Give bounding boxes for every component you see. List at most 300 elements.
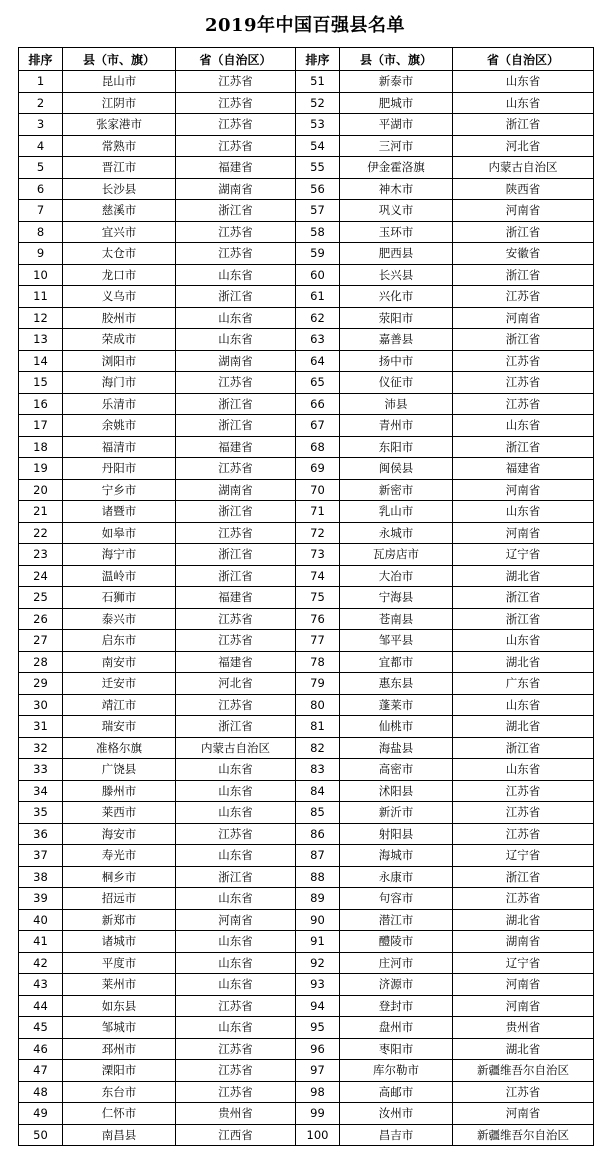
cell-rank-right: 95 [296, 1017, 340, 1039]
cell-county-left: 南昌县 [63, 1124, 176, 1146]
cell-rank-left: 6 [19, 178, 63, 200]
cell-rank-left: 13 [19, 329, 63, 351]
cell-province-left: 福建省 [176, 157, 296, 179]
cell-rank-right: 92 [296, 952, 340, 974]
cell-county-right: 瓦房店市 [340, 544, 453, 566]
cell-province-right: 河南省 [453, 974, 594, 996]
cell-rank-left: 25 [19, 587, 63, 609]
cell-rank-left: 38 [19, 866, 63, 888]
cell-province-left: 江苏省 [176, 823, 296, 845]
cell-rank-right: 72 [296, 522, 340, 544]
cell-rank-right: 86 [296, 823, 340, 845]
cell-county-right: 平湖市 [340, 114, 453, 136]
header-province-right: 省（自治区） [453, 48, 594, 71]
cell-rank-right: 88 [296, 866, 340, 888]
cell-rank-left: 44 [19, 995, 63, 1017]
cell-province-left: 江苏省 [176, 372, 296, 394]
cell-province-left: 江苏省 [176, 71, 296, 93]
cell-county-right: 荥阳市 [340, 307, 453, 329]
cell-county-right: 三河市 [340, 135, 453, 157]
cell-province-right: 贵州省 [453, 1017, 594, 1039]
cell-province-right: 浙江省 [453, 608, 594, 630]
cell-rank-left: 5 [19, 157, 63, 179]
cell-county-left: 南安市 [63, 651, 176, 673]
cell-county-left: 江阴市 [63, 92, 176, 114]
cell-rank-right: 73 [296, 544, 340, 566]
cell-province-left: 浙江省 [176, 501, 296, 523]
cell-rank-right: 91 [296, 931, 340, 953]
cell-rank-left: 45 [19, 1017, 63, 1039]
table-row [19, 135, 594, 157]
cell-rank-left: 39 [19, 888, 63, 910]
table-row [19, 737, 594, 759]
cell-province-right: 江苏省 [453, 286, 594, 308]
cell-county-right: 肥城市 [340, 92, 453, 114]
cell-province-left: 山东省 [176, 780, 296, 802]
table-row [19, 565, 594, 587]
cell-province-left: 江西省 [176, 1124, 296, 1146]
cell-county-right: 高密市 [340, 759, 453, 781]
cell-province-left: 福建省 [176, 436, 296, 458]
cell-province-right: 浙江省 [453, 264, 594, 286]
cell-province-right: 河南省 [453, 1103, 594, 1125]
cell-rank-left: 34 [19, 780, 63, 802]
cell-province-left: 山东省 [176, 1017, 296, 1039]
cell-province-left: 浙江省 [176, 286, 296, 308]
cell-province-left: 江苏省 [176, 522, 296, 544]
cell-province-left: 浙江省 [176, 200, 296, 222]
cell-province-left: 内蒙古自治区 [176, 737, 296, 759]
cell-province-left: 山东省 [176, 329, 296, 351]
cell-province-right: 江苏省 [453, 372, 594, 394]
cell-rank-left: 30 [19, 694, 63, 716]
cell-county-left: 启东市 [63, 630, 176, 652]
cell-rank-left: 43 [19, 974, 63, 996]
cell-county-right: 伊金霍洛旗 [340, 157, 453, 179]
table-body [19, 71, 594, 1146]
table-row [19, 178, 594, 200]
cell-province-right: 山东省 [453, 759, 594, 781]
header-province-left: 省（自治区） [176, 48, 296, 71]
cell-rank-left: 21 [19, 501, 63, 523]
cell-county-right: 蓬莱市 [340, 694, 453, 716]
cell-province-right: 湖北省 [453, 1038, 594, 1060]
cell-province-left: 山东省 [176, 802, 296, 824]
cell-province-right: 浙江省 [453, 737, 594, 759]
cell-rank-left: 15 [19, 372, 63, 394]
cell-rank-right: 52 [296, 92, 340, 114]
cell-county-left: 溧阳市 [63, 1060, 176, 1082]
cell-province-left: 山东省 [176, 845, 296, 867]
cell-rank-left: 23 [19, 544, 63, 566]
cell-rank-left: 28 [19, 651, 63, 673]
cell-province-left: 浙江省 [176, 716, 296, 738]
cell-province-left: 河南省 [176, 909, 296, 931]
cell-province-right: 河南省 [453, 995, 594, 1017]
cell-county-left: 海宁市 [63, 544, 176, 566]
cell-county-left: 义乌市 [63, 286, 176, 308]
cell-county-right: 枣阳市 [340, 1038, 453, 1060]
cell-county-left: 海门市 [63, 372, 176, 394]
cell-rank-left: 48 [19, 1081, 63, 1103]
cell-province-right: 山东省 [453, 71, 594, 93]
header-county-right: 县（市、旗） [340, 48, 453, 71]
table-row [19, 1038, 594, 1060]
cell-province-right: 陕西省 [453, 178, 594, 200]
cell-province-right: 辽宁省 [453, 544, 594, 566]
cell-rank-right: 66 [296, 393, 340, 415]
cell-county-left: 张家港市 [63, 114, 176, 136]
cell-province-left: 江苏省 [176, 135, 296, 157]
cell-county-left: 龙口市 [63, 264, 176, 286]
cell-province-left: 江苏省 [176, 694, 296, 716]
table-row [19, 71, 594, 93]
cell-county-left: 准格尔旗 [63, 737, 176, 759]
cell-rank-right: 89 [296, 888, 340, 910]
cell-rank-left: 47 [19, 1060, 63, 1082]
cell-rank-left: 42 [19, 952, 63, 974]
cell-rank-right: 93 [296, 974, 340, 996]
cell-county-left: 靖江市 [63, 694, 176, 716]
cell-province-left: 贵州省 [176, 1103, 296, 1125]
cell-province-left: 湖南省 [176, 350, 296, 372]
cell-province-right: 内蒙古自治区 [453, 157, 594, 179]
cell-county-right: 嘉善县 [340, 329, 453, 351]
cell-rank-right: 56 [296, 178, 340, 200]
table-row [19, 780, 594, 802]
cell-province-right: 浙江省 [453, 114, 594, 136]
page-title: 2019年中国百强县名单 [204, 15, 406, 36]
cell-county-left: 如皋市 [63, 522, 176, 544]
cell-province-right: 江苏省 [453, 802, 594, 824]
cell-county-left: 昆山市 [63, 71, 176, 93]
table-row [19, 995, 594, 1017]
cell-rank-left: 36 [19, 823, 63, 845]
table-row [19, 909, 594, 931]
cell-province-left: 福建省 [176, 587, 296, 609]
cell-county-left: 迁安市 [63, 673, 176, 695]
cell-province-left: 江苏省 [176, 243, 296, 265]
cell-county-right: 新沂市 [340, 802, 453, 824]
cell-province-right: 江苏省 [453, 393, 594, 415]
cell-province-left: 江苏省 [176, 1081, 296, 1103]
cell-rank-left: 14 [19, 350, 63, 372]
cell-province-right: 湖北省 [453, 565, 594, 587]
cell-county-right: 句容市 [340, 888, 453, 910]
cell-province-right: 江苏省 [453, 888, 594, 910]
cell-county-left: 寿光市 [63, 845, 176, 867]
table-row [19, 243, 594, 265]
cell-rank-right: 63 [296, 329, 340, 351]
cell-rank-left: 10 [19, 264, 63, 286]
cell-rank-right: 54 [296, 135, 340, 157]
cell-county-left: 莱州市 [63, 974, 176, 996]
table-row [19, 221, 594, 243]
cell-province-right: 山东省 [453, 694, 594, 716]
cell-province-right: 浙江省 [453, 221, 594, 243]
cell-rank-right: 100 [296, 1124, 340, 1146]
cell-rank-left: 35 [19, 802, 63, 824]
cell-province-left: 山东省 [176, 952, 296, 974]
table-row [19, 952, 594, 974]
cell-province-right: 湖北省 [453, 651, 594, 673]
cell-county-right: 昌吉市 [340, 1124, 453, 1146]
header-county-left: 县（市、旗） [63, 48, 176, 71]
table-row [19, 114, 594, 136]
cell-rank-left: 41 [19, 931, 63, 953]
table-row [19, 823, 594, 845]
cell-county-right: 新泰市 [340, 71, 453, 93]
table-row [19, 522, 594, 544]
table-row [19, 587, 594, 609]
county-ranking-table [18, 47, 594, 1146]
table-row [19, 544, 594, 566]
cell-province-right: 广东省 [453, 673, 594, 695]
cell-rank-left: 8 [19, 221, 63, 243]
table-row [19, 845, 594, 867]
cell-rank-right: 51 [296, 71, 340, 93]
table-row [19, 651, 594, 673]
cell-rank-right: 65 [296, 372, 340, 394]
table-row [19, 1017, 594, 1039]
cell-rank-right: 75 [296, 587, 340, 609]
cell-rank-right: 70 [296, 479, 340, 501]
cell-rank-left: 40 [19, 909, 63, 931]
header-row [19, 48, 594, 71]
cell-county-left: 莱西市 [63, 802, 176, 824]
cell-rank-left: 27 [19, 630, 63, 652]
cell-rank-right: 67 [296, 415, 340, 437]
cell-rank-left: 46 [19, 1038, 63, 1060]
table-row [19, 436, 594, 458]
cell-rank-left: 32 [19, 737, 63, 759]
cell-rank-left: 37 [19, 845, 63, 867]
cell-county-right: 醴陵市 [340, 931, 453, 953]
cell-county-left: 海安市 [63, 823, 176, 845]
cell-rank-right: 60 [296, 264, 340, 286]
cell-county-left: 桐乡市 [63, 866, 176, 888]
cell-county-right: 巩义市 [340, 200, 453, 222]
cell-county-right: 兴化市 [340, 286, 453, 308]
cell-county-left: 宜兴市 [63, 221, 176, 243]
cell-county-right: 庄河市 [340, 952, 453, 974]
cell-county-left: 温岭市 [63, 565, 176, 587]
cell-province-right: 新疆维吾尔自治区 [453, 1124, 594, 1146]
cell-county-right: 汝州市 [340, 1103, 453, 1125]
cell-county-right: 仪征市 [340, 372, 453, 394]
cell-rank-left: 16 [19, 393, 63, 415]
cell-rank-right: 98 [296, 1081, 340, 1103]
cell-county-right: 库尔勒市 [340, 1060, 453, 1082]
cell-province-left: 浙江省 [176, 415, 296, 437]
cell-province-right: 浙江省 [453, 436, 594, 458]
cell-province-left: 江苏省 [176, 114, 296, 136]
cell-county-right: 惠东县 [340, 673, 453, 695]
cell-county-left: 太仓市 [63, 243, 176, 265]
cell-county-left: 宁乡市 [63, 479, 176, 501]
cell-province-right: 河南省 [453, 307, 594, 329]
cell-county-left: 东台市 [63, 1081, 176, 1103]
cell-rank-right: 87 [296, 845, 340, 867]
cell-county-left: 胶州市 [63, 307, 176, 329]
cell-rank-left: 4 [19, 135, 63, 157]
cell-rank-left: 24 [19, 565, 63, 587]
cell-province-right: 辽宁省 [453, 952, 594, 974]
table-row [19, 329, 594, 351]
cell-county-left: 泰兴市 [63, 608, 176, 630]
cell-rank-left: 50 [19, 1124, 63, 1146]
cell-province-left: 浙江省 [176, 866, 296, 888]
table-row [19, 630, 594, 652]
cell-province-right: 新疆维吾尔自治区 [453, 1060, 594, 1082]
cell-province-left: 福建省 [176, 651, 296, 673]
cell-county-left: 仁怀市 [63, 1103, 176, 1125]
cell-province-left: 浙江省 [176, 393, 296, 415]
cell-county-right: 乳山市 [340, 501, 453, 523]
cell-county-right: 海城市 [340, 845, 453, 867]
cell-rank-right: 71 [296, 501, 340, 523]
cell-rank-right: 82 [296, 737, 340, 759]
cell-county-left: 长沙县 [63, 178, 176, 200]
cell-rank-right: 97 [296, 1060, 340, 1082]
cell-rank-right: 62 [296, 307, 340, 329]
cell-province-left: 江苏省 [176, 92, 296, 114]
cell-province-right: 安徽省 [453, 243, 594, 265]
table-row [19, 157, 594, 179]
cell-county-left: 慈溪市 [63, 200, 176, 222]
table-row [19, 286, 594, 308]
cell-county-right: 宁海县 [340, 587, 453, 609]
cell-county-right: 永城市 [340, 522, 453, 544]
cell-province-right: 辽宁省 [453, 845, 594, 867]
cell-rank-right: 78 [296, 651, 340, 673]
cell-rank-right: 57 [296, 200, 340, 222]
cell-rank-right: 55 [296, 157, 340, 179]
table-row [19, 888, 594, 910]
cell-province-left: 湖南省 [176, 479, 296, 501]
cell-province-left: 山东省 [176, 974, 296, 996]
cell-county-left: 石狮市 [63, 587, 176, 609]
cell-county-left: 诸暨市 [63, 501, 176, 523]
table-row [19, 350, 594, 372]
cell-rank-right: 81 [296, 716, 340, 738]
cell-county-left: 福清市 [63, 436, 176, 458]
table-row [19, 200, 594, 222]
cell-rank-left: 17 [19, 415, 63, 437]
table-header [19, 48, 594, 71]
cell-province-left: 江苏省 [176, 608, 296, 630]
cell-province-right: 河南省 [453, 479, 594, 501]
cell-rank-right: 74 [296, 565, 340, 587]
table-row [19, 458, 594, 480]
cell-county-right: 青州市 [340, 415, 453, 437]
cell-county-right: 沛县 [340, 393, 453, 415]
cell-province-right: 湖北省 [453, 909, 594, 931]
cell-rank-right: 84 [296, 780, 340, 802]
table-row [19, 673, 594, 695]
table-row [19, 307, 594, 329]
cell-county-right: 潜江市 [340, 909, 453, 931]
cell-county-left: 如东县 [63, 995, 176, 1017]
cell-rank-left: 18 [19, 436, 63, 458]
table-row [19, 501, 594, 523]
cell-province-right: 河南省 [453, 522, 594, 544]
cell-county-left: 余姚市 [63, 415, 176, 437]
cell-county-right: 济源市 [340, 974, 453, 996]
cell-rank-right: 85 [296, 802, 340, 824]
cell-province-right: 山东省 [453, 501, 594, 523]
cell-province-left: 山东省 [176, 264, 296, 286]
cell-province-right: 湖北省 [453, 716, 594, 738]
cell-rank-right: 80 [296, 694, 340, 716]
table-row [19, 1060, 594, 1082]
cell-county-left: 浏阳市 [63, 350, 176, 372]
cell-rank-right: 64 [296, 350, 340, 372]
table-row [19, 802, 594, 824]
cell-rank-right: 69 [296, 458, 340, 480]
cell-province-right: 河北省 [453, 135, 594, 157]
cell-county-left: 广饶县 [63, 759, 176, 781]
cell-province-left: 山东省 [176, 931, 296, 953]
cell-rank-right: 79 [296, 673, 340, 695]
cell-county-right: 宜都市 [340, 651, 453, 673]
cell-county-left: 平度市 [63, 952, 176, 974]
cell-province-right: 山东省 [453, 630, 594, 652]
table-row [19, 759, 594, 781]
cell-province-right: 湖南省 [453, 931, 594, 953]
cell-county-right: 长兴县 [340, 264, 453, 286]
cell-rank-left: 7 [19, 200, 63, 222]
cell-province-right: 江苏省 [453, 350, 594, 372]
cell-rank-right: 90 [296, 909, 340, 931]
cell-province-left: 浙江省 [176, 544, 296, 566]
cell-province-left: 江苏省 [176, 221, 296, 243]
table-row [19, 1081, 594, 1103]
cell-county-right: 玉环市 [340, 221, 453, 243]
cell-county-right: 扬中市 [340, 350, 453, 372]
cell-county-right: 高邮市 [340, 1081, 453, 1103]
cell-province-left: 江苏省 [176, 995, 296, 1017]
cell-county-right: 大冶市 [340, 565, 453, 587]
cell-province-right: 浙江省 [453, 329, 594, 351]
table-row [19, 694, 594, 716]
cell-rank-left: 11 [19, 286, 63, 308]
cell-province-left: 河北省 [176, 673, 296, 695]
cell-rank-right: 94 [296, 995, 340, 1017]
table-row [19, 415, 594, 437]
cell-province-left: 江苏省 [176, 630, 296, 652]
cell-province-left: 江苏省 [176, 458, 296, 480]
cell-county-right: 登封市 [340, 995, 453, 1017]
cell-rank-right: 99 [296, 1103, 340, 1125]
cell-rank-left: 31 [19, 716, 63, 738]
cell-rank-right: 76 [296, 608, 340, 630]
cell-county-left: 晋江市 [63, 157, 176, 179]
cell-county-left: 荣成市 [63, 329, 176, 351]
cell-county-right: 神木市 [340, 178, 453, 200]
table-row [19, 393, 594, 415]
cell-rank-left: 2 [19, 92, 63, 114]
cell-rank-left: 1 [19, 71, 63, 93]
cell-county-right: 永康市 [340, 866, 453, 888]
cell-county-right: 仙桃市 [340, 716, 453, 738]
cell-province-left: 江苏省 [176, 1060, 296, 1082]
cell-county-right: 射阳县 [340, 823, 453, 845]
cell-province-right: 浙江省 [453, 587, 594, 609]
cell-county-left: 常熟市 [63, 135, 176, 157]
cell-rank-right: 53 [296, 114, 340, 136]
cell-rank-left: 49 [19, 1103, 63, 1125]
